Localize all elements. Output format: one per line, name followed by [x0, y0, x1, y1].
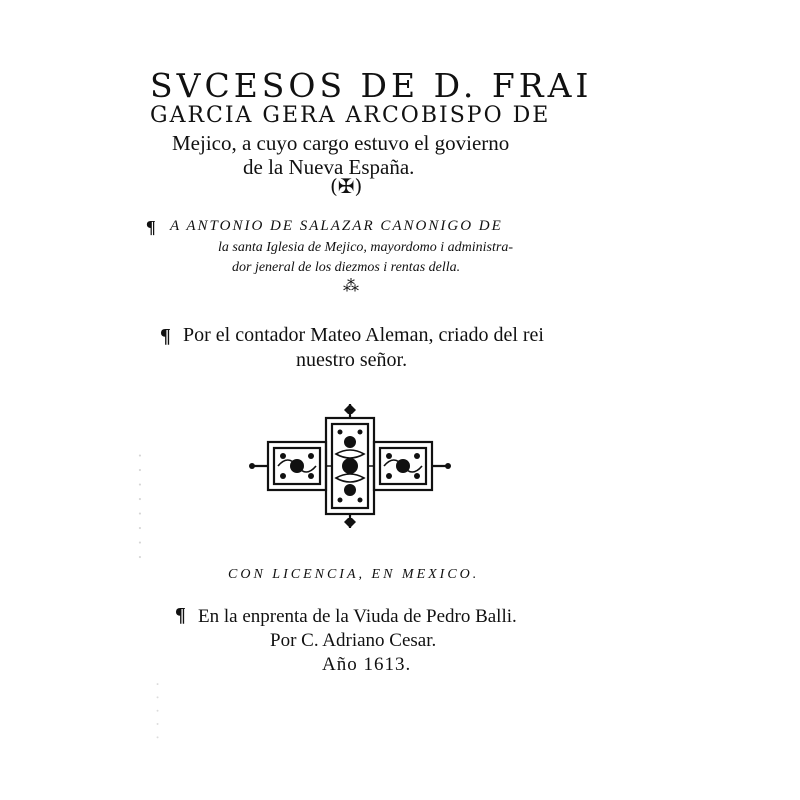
author-line-3: dor jeneral de los diezmos i rentas della. [232, 260, 461, 275]
title-line-4: de la Nueva España. [243, 155, 415, 179]
bleed-through-text-2: · · · · · [150, 679, 167, 740]
imprint-line-1: En la enprenta de la Viuda de Pedro Balli. [198, 606, 517, 627]
title-line-1: SVCESOS DE D. FRAI [150, 66, 593, 105]
contador-line-1: Por el contador Mateo Aleman, criado del rei [183, 324, 544, 346]
imprint-line-2: Por C. Adriano Cesar. [270, 630, 437, 651]
printers-ornament [248, 402, 452, 530]
pilcrow-author: ¶ [146, 217, 156, 237]
contador-line-2: nuestro señor. [296, 349, 408, 371]
title-line-3: Mejico, a cuyo cargo estuvo el govierno [172, 131, 510, 155]
author-line-1: A ANTONIO DE SALAZAR CANONIGO DE [170, 218, 503, 234]
imprint-year: Año 1613. [322, 654, 412, 675]
author-line-2: la santa Iglesia de Mejico, mayordomo i administra- [218, 240, 514, 255]
cross-emblem: (✠) [330, 174, 363, 198]
bleed-through-text: · · · · · · · · [130, 450, 150, 560]
pilcrow-contador: ¶ [160, 325, 171, 347]
small-ornament: ⁂ [343, 276, 359, 295]
title-line-2: GARCIA GERA ARCOBISPO DE [150, 103, 551, 128]
licence-line: CON LICENCIA, EN MEXICO. [228, 567, 480, 582]
pilcrow-imprint: ¶ [175, 604, 186, 626]
